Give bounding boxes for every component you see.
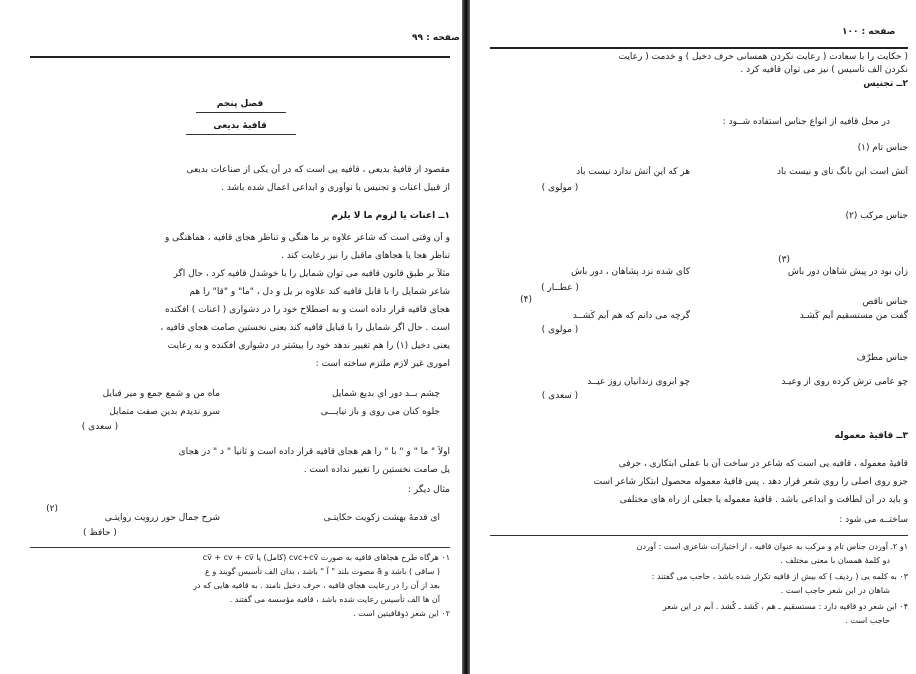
verse-attribution: ( مولوی ) (541, 325, 579, 335)
verse-hemistich: کای شده نزد پشاهان ، دور باش (571, 267, 690, 277)
body-line: مثلاً بر طبق قانون قافیه می توان شمایل را با خوشدل قافیه کرد ، حال اگر (173, 269, 450, 279)
page-number: صفحه : ۱۰۰ (842, 27, 896, 37)
body-line: است . حال اگر شمایل را با قبایل قافیه کند یعنی نخستین صامت هجای قافیه ، (160, 323, 450, 333)
footnote-rule (30, 547, 450, 548)
footnote: ۰۲ این شعر ذوقافیتین است . (353, 609, 450, 618)
body-line: شاعر شمایل را با قابل قافیه کند علاوه بر یل و دل ، "ما" و "قا" را هم (189, 287, 450, 297)
verse-attribution: ( حافظ ) (83, 528, 117, 538)
body-line: اولاً " ما " و " با " را هم هجای قافیه قرار داده است و ثانیاً " د " در هجای (178, 447, 450, 457)
footnote: ۰۳ به کلمه یی ( ردیف ) که بیش از قافیه تکرار شده باشد ، حاجب می گفتند : (651, 572, 908, 581)
verse-attribution: ( مولوی ) (541, 183, 579, 193)
footnote: ( ساقی ) باشد و ā مصوت بلند " آ " باشد ، بدان الف تأسیس گویند و ع (205, 567, 440, 576)
section-heading: ۲ــ تجنیس (863, 79, 908, 89)
body-line: نکردن الف تأسیس ) نیز می توان قافیه کرد . (740, 65, 908, 75)
chapter-subtitle: قافیهٔ بدیعی (213, 121, 267, 131)
verse-hemistich: شرح جمال حور زرویت روایتـی (104, 513, 220, 523)
verse-hemistich: گرچه می دانم که هم آبم کُشــد (572, 311, 690, 321)
body-line: و باید در آن لطافت و ابداعی باشد . قافیهٔ معموله یا جعلی از راه های مختلفی (619, 495, 908, 505)
body-line: مثال دیگر : (407, 485, 450, 495)
footnote-rule (490, 535, 908, 536)
body-line: اموری غیر لازم ملتزم ساخته است : (315, 359, 450, 369)
section-heading: ۳ــ قافیهٔ معموله (834, 431, 908, 441)
verse-hemistich: هر که این آتش ندارد نیست باد (576, 167, 690, 177)
verse-hemistich: چو عامی تزش کرده روی از وعیـد (781, 377, 908, 387)
footnote: آن ها الف تأسیس رعایت شده باشد ، قافیه مؤسسه می گفتند . (229, 595, 440, 604)
verse-hemistich: چو ابروی زندانیان روز عیــد (587, 377, 690, 387)
header-rule (30, 56, 450, 58)
body-line: تناظر هجا یا هجاهای ماقبل را نیز رعایت کند . (280, 251, 450, 261)
jinas-label: جناس مطرّف (856, 353, 908, 363)
page-number: صفحه : ۹۹ (412, 33, 460, 43)
body-line: یعنی دخیل (۱) را هم تغییر ندهد خود را بیشتر در دشواری افکنده و به رعایت (167, 341, 450, 351)
chapter-heading: فصل پنجم (216, 99, 264, 109)
footnote: حاجب است . (845, 616, 890, 625)
footnote-marker: (۴) (520, 295, 532, 305)
footnote-marker: (۲) (46, 504, 58, 514)
jinas-label: جناس تام (۱) (857, 143, 908, 153)
subtitle-underline (186, 134, 296, 135)
book-gutter (462, 0, 470, 674)
body-line: ساختــه می شود : (839, 515, 908, 525)
jinas-label: جناس مرکب (۲) (845, 211, 908, 221)
verse-hemistich: ماه من و شمع جمع و میر قبایل (102, 389, 220, 399)
verse-hemistich: ای قدمهٔ بهشت زکویت حکایتـی (323, 513, 440, 523)
body-line: و آن وقتی است که شاعر علاوه بر ما هنگی و تناظر هجای قافیه ، هماهنگی و (164, 233, 450, 243)
jinas-label: جناس ناقص (862, 297, 908, 307)
verse-hemistich: چشم بــد دور ای بدیع شمایل (332, 389, 440, 399)
verse-attribution: ( عطــار ) (541, 283, 579, 293)
chapter-underline (196, 112, 286, 113)
verse-attribution: ( سعدی ) (541, 391, 579, 401)
body-line: هجای قافیه قرار داده است و به اصطلاح خود را در دشواری ( اعنات ) افکنده (164, 305, 450, 315)
verse-hemistich: آتش است این بانگ نای و نیست باد (776, 167, 908, 177)
body-line: در محل قافیه از انواع جناس استفاده شــود : (722, 117, 890, 127)
verse-attribution: ( سعدی ) (81, 422, 119, 432)
header-rule (490, 47, 908, 49)
verse-hemistich: گفت من مستسقیم آبم کَشـد (799, 311, 908, 321)
body-line: جزو روی اصلی را روی شعر قرار دهد . پس قافیهٔ معموله محصول ابتکار شاعر است (593, 477, 908, 487)
footnote: دو کلمهٔ همسان با معنی مختلف . (780, 556, 890, 565)
verse-hemistich: زان بود در پیش شاهان دور باش (787, 267, 908, 277)
footnote: شاهان در این شعر حاجب است . (780, 586, 890, 595)
body-line: یل صامت نخستین را تغییر نداده است . (303, 465, 450, 475)
body-line: ( حکایت را با سعادت ( رعایت نکردن همسانی حرف دخیل ) و خدمت ( رعایت (618, 52, 908, 62)
intro-line: از قبیل اعنات و تجنیس یا نوآوری و ابداعی اعمال شده باشد . (221, 183, 450, 193)
body-line: قافیهٔ معموله ، قافیه یی است که شاعر در ساخت آن با عملی ابتکاری ، حرفی (618, 459, 908, 469)
section-heading: ۱ــ اعنات یا لزوم ما لا یلزم (331, 211, 450, 221)
footnote: ۰۱ هرگاه طرح هجاهای قافیه به صورت cvc+cv̄ (کامل) یا cv̄ + cv + cv̄ (202, 553, 450, 562)
footnote: ۱و ۲. آوردن جناس تام و مرکب به عنوان قافیه ، از اختیارات شاعری است : آوردن (636, 542, 908, 551)
intro-line: مقصود از قافیهٔ بدیعی ، قافیه یی است که در آن یکی از صناعات بدیعی (186, 165, 450, 175)
footnote: ۰۴ این شعر دو قافیه دارد : مستسقیم ـ هم ، کَشد ـ کُشد . آبم در این شعر (662, 602, 908, 611)
verse-hemistich: سرو ندیدم بدین صفت متمایل (109, 407, 220, 417)
verse-hemistich: جلوه کنان می روی و باز نیایـــی (320, 407, 440, 417)
footnote: بعد از آن را در رعایت هجای قافیه ، حرف دخیل نامند . به قافیه هایی که در (193, 581, 440, 590)
footnote-marker: (۳) (778, 255, 790, 265)
right-page (470, 0, 916, 674)
